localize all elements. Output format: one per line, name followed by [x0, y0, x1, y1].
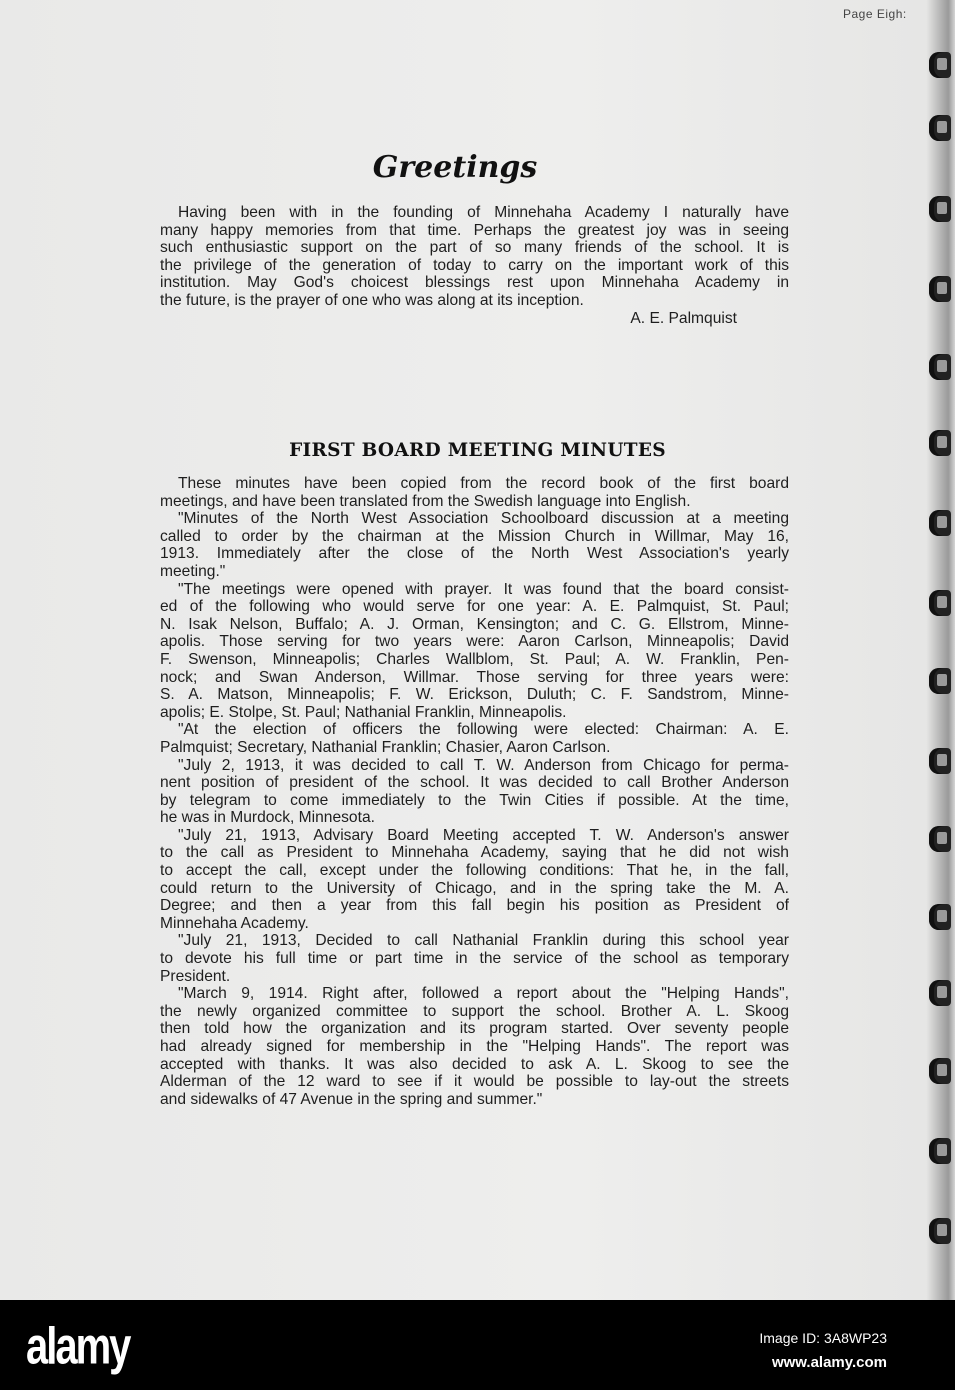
binding-ring-icon	[929, 590, 951, 616]
text-line: to devote his full time or part time in the service of the school as temporary	[160, 950, 789, 968]
binding-ring-icon	[929, 115, 951, 141]
text-line: Palmquist; Secretary, Nathanial Franklin; Chasier, Aaron Carlson.	[160, 738, 611, 756]
text-line: meeting."	[160, 562, 226, 580]
text-line: nock; and Swan Anderson, Willmar. Those serving for three years were:	[160, 668, 789, 686]
text-line: ed of the following who would serve for one year: A. E. Palmquist, St. Paul;	[160, 598, 789, 616]
text-line: "At the election of officers the following were elected: Chairman: A. E.	[178, 721, 789, 739]
website-link: www.alamy.com	[771, 1354, 887, 1371]
text-line: the future, is the prayer of one who was along at its inception.	[160, 291, 584, 309]
text-line: "July 2, 1913, it was decided to call T. W. Anderson from Chicago for perma-	[178, 756, 789, 774]
text-line: Having been with in the founding of Minnehaha Academy I naturally have	[178, 204, 789, 221]
page-number: Page Eigh:	[843, 7, 907, 21]
text-line: could return to the University of Chicago, and in the spring take the M. A.	[160, 879, 789, 897]
text-line: meetings, and have been translated from the Swedish language into English.	[160, 492, 691, 510]
binding-ring-icon	[929, 510, 951, 536]
text-line: N. Isak Nelson, Buffalo; A. J. Orman, Kensington; and C. G. Ellstrom, Minne-	[160, 615, 789, 633]
binding-ring-icon	[929, 980, 951, 1006]
text-line: institution. May God's choicest blessings rest upon Minnehaha Academy in	[160, 274, 789, 292]
alamy-logo: alamy	[26, 1318, 130, 1376]
text-line: and sidewalks of 47 Avenue in the spring and summer."	[160, 1090, 543, 1108]
binding-ring-icon	[929, 196, 951, 222]
text-line: "July 21, 1913, Decided to call Nathanial Franklin during this school year	[178, 932, 789, 950]
text-line: the newly organized committee to support the school. Brother A. L. Skoog	[160, 1002, 789, 1020]
watermark-banner	[0, 1300, 955, 1390]
binding-ring-icon	[929, 1058, 951, 1084]
binding-ring-icon	[929, 904, 951, 930]
text-line: Alderman of the 12 ward to see if it would be possible to lay-out the streets	[160, 1073, 789, 1091]
binding-ring-icon	[929, 826, 951, 852]
text-line: then told how the organization and its program started. Over seventy people	[160, 1020, 789, 1038]
binding-ring-icon	[929, 668, 951, 694]
binding-ring-icon	[929, 748, 951, 774]
text-line: "March 9, 1914. Right after, followed a report about the "Helping Hands",	[178, 985, 789, 1003]
text-line: to accept the call, except under the following conditions: That he, in the fall,	[160, 862, 789, 880]
text-line: F. Swenson, Minneapolis; Charles Wallblom, St. Paul; A. W. Franklin, Pen-	[160, 650, 789, 668]
text-line: nent position of president of the school. It was decided to call Brother Anderson	[160, 774, 789, 792]
text-line: he was in Murdock, Minnesota.	[160, 809, 375, 827]
signature: A. E. Palmquist	[630, 309, 737, 327]
text-line: apolis; E. Stolpe, St. Paul; Nathanial Franklin, Minneapolis.	[160, 703, 567, 721]
text-line: apolis. Those serving for two years were: Aaron Carlson, Minneapolis; David	[160, 633, 789, 651]
minutes-heading: FIRST BOARD MEETING MINUTES	[289, 440, 666, 461]
text-line: These minutes have been copied from the record book of the first board	[178, 475, 789, 492]
image-id: Image ID: 3A8WP23	[759, 1330, 887, 1346]
text-line: by telegram to come immediately to the Twin Cities if possible. At the time,	[160, 791, 789, 809]
text-line: "Minutes of the North West Association Schoolboard discussion at a meeting	[178, 510, 789, 528]
text-line: many happy memories from that time. Perhaps the greatest joy was in seeing	[160, 221, 789, 239]
text-line: to the call as President to Minnehaha Academy, saying that he did not wish	[160, 844, 789, 862]
greetings-title: Greetings	[372, 150, 538, 185]
text-line: S. A. Matson, Minneapolis; F. W. Erickson, Duluth; C. F. Sandstrom, Minne-	[160, 686, 789, 704]
text-line: Degree; and then a year from this fall begin his position as President of	[160, 897, 789, 915]
text-line: 1913. Immediately after the close of the North West Association's yearly	[160, 545, 789, 563]
binding-ring-icon	[929, 354, 951, 380]
greetings-text	[160, 204, 789, 327]
text-line: "July 21, 1913, Advisary Board Meeting accepted T. W. Anderson's answer	[178, 826, 789, 844]
minutes-text	[160, 475, 789, 1108]
binding-ring-icon	[929, 430, 951, 456]
binding-ring-icon	[929, 1138, 951, 1164]
text-line: called to order by the chairman at the Mission Church in Willmar, May 16,	[160, 527, 789, 545]
text-line: President.	[160, 967, 231, 985]
binding-ring-icon	[929, 276, 951, 302]
text-line: Minnehaha Academy.	[160, 914, 309, 932]
text-line: such enthusiastic support on the part of so many friends of the school. It is	[160, 239, 789, 257]
text-line: accepted with thanks. It was also decided to ask A. L. Skoog to see the	[160, 1055, 789, 1073]
text-line: "The meetings were opened with prayer. It was found that the board consist-	[178, 580, 789, 598]
binding-ring-icon	[929, 1218, 951, 1244]
binding-ring-icon	[929, 52, 951, 78]
text-line: the privilege of the generation of today to carry on the important work of this	[160, 256, 789, 274]
text-line: had already signed for membership in the "Helping Hands". The report was	[160, 1038, 789, 1055]
